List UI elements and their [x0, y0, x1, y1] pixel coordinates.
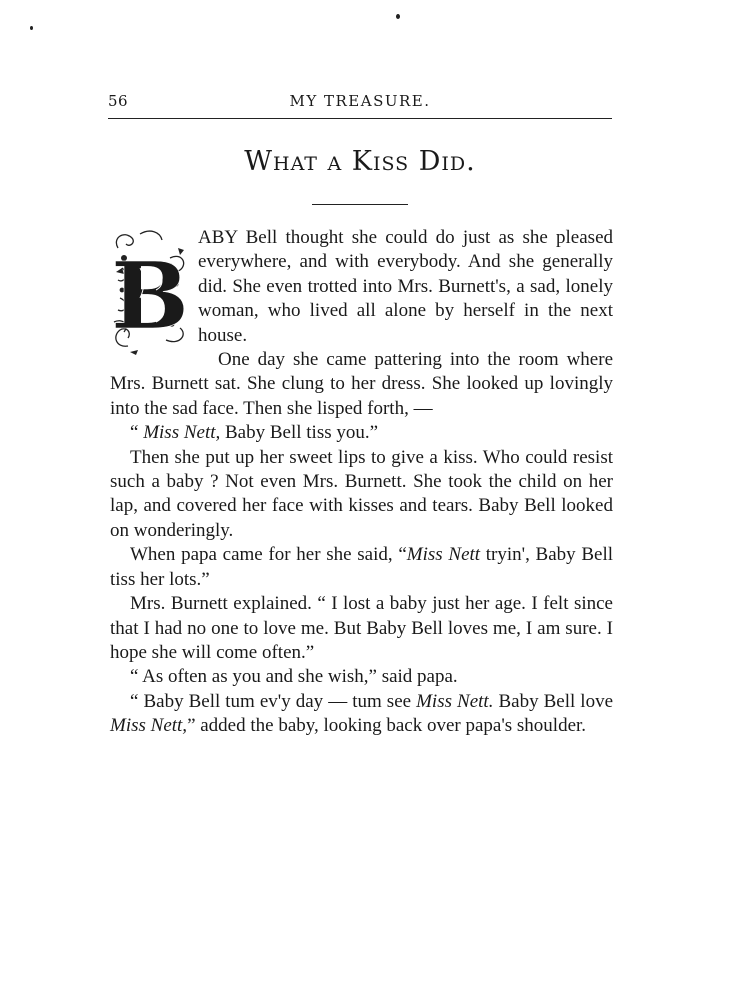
italic-name: Miss Nett,: [143, 422, 221, 444]
paragraph-3: [110, 421, 613, 445]
page-number: 56: [108, 92, 129, 110]
paragraph-8-text-b: Baby Bell love: [493, 690, 614, 712]
paragraph-8-text-c: ” added the baby, looking back over papa's shoulder.: [187, 715, 587, 737]
paragraph-4: Then she put up her sweet lips to give a kiss. Who could resist such a baby ? Not even Mrs. Burnett. She took the child on her lap, and covered her face with kisses and tears. Baby Bell looked on wonderingly.: [110, 446, 613, 541]
paragraph-5: [110, 543, 613, 592]
ink-speck: [396, 14, 400, 19]
paragraph-2: One day she came pattering into the room where Mrs. Burnett sat. She clung to her dress. She looked up lovingly into the sad face. Then she lisped forth, —: [110, 349, 613, 419]
paragraph-7: “ As often as you and she wish,” said papa.: [130, 666, 458, 688]
paragraph-1-text: ABY Bell thought she could do just as she pleased everywhere, and with everybody. And she generally did. She even trotted into Mrs. Burnett's, a sad, lonely woman, who lived all alone by herself in the next house.: [198, 227, 613, 346]
running-title: MY TREASURE.: [289, 92, 431, 110]
chapter-title: What a Kiss Did.: [244, 146, 476, 177]
drop-cap-ornament: [110, 228, 190, 356]
paragraph-8: [110, 690, 613, 739]
italic-name: Miss Nett.: [416, 690, 494, 712]
ornamental-drop-cap: [110, 228, 190, 356]
paragraph-6: Mrs. Burnett explained. “ I lost a baby just her age. I felt since that I had no one to love me. But Baby Bell loves me, I am sure. I hope she will come often.”: [110, 593, 613, 663]
paragraph-5-text-a: When papa came for her she said, “: [130, 544, 407, 566]
ink-speck: [30, 26, 33, 30]
title-rule: [312, 204, 408, 205]
body-text: [110, 226, 613, 739]
page-header: [108, 92, 612, 116]
italic-name: Miss Nett,: [110, 715, 188, 737]
header-rule: [108, 118, 612, 119]
quote-open: “: [130, 422, 144, 444]
paragraph-5-text-b: tryin', Baby Bell tiss her lots.”: [110, 544, 614, 590]
paragraph-8-text-a: “ Baby Bell tum ev'y day — tum see: [130, 690, 417, 712]
italic-name: Miss Nett: [406, 544, 481, 566]
drop-cap-letter: B: [111, 242, 189, 350]
paragraph-3-text: Baby Bell tiss you.”: [220, 422, 379, 444]
